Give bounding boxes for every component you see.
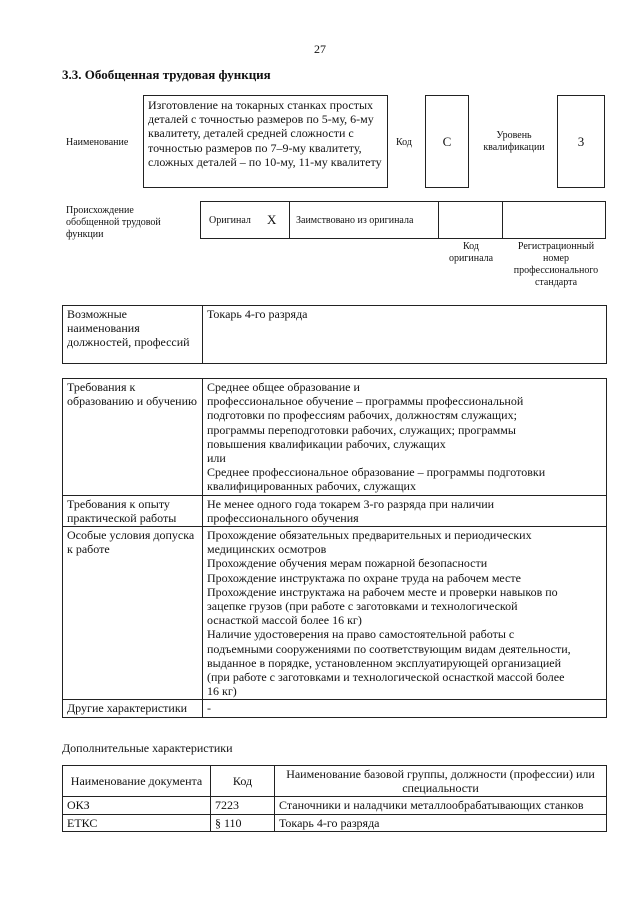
row-code: 7223 bbox=[211, 797, 275, 814]
level-label: Уровень квалификации bbox=[483, 130, 545, 153]
requirements-table bbox=[62, 378, 607, 718]
reg-number-caption: Регистрационный номер профессионального стандарта bbox=[513, 241, 599, 288]
origin-divider-1 bbox=[289, 201, 290, 239]
education-value: Среднее общее образование и профессиональное обучение – программы профессиональной подготовки по профессиям рабочих, должностям служащих; программы переподготовки рабочих, служащих; программы повышения квалификации рабочих, служащих или Среднее профессиональное образование – программы подготовки квалифицированных рабочих, служащих bbox=[203, 379, 607, 496]
education-label: Требования к образованию и обучению bbox=[63, 379, 203, 496]
row-name: Станочники и наладчики металлообрабатывающих станков bbox=[275, 797, 607, 814]
borrowed-label: Заимствовано из оригинала bbox=[296, 215, 414, 226]
positions-table bbox=[62, 305, 607, 364]
code-original-caption: Код оригинала bbox=[448, 241, 494, 264]
additional-table bbox=[62, 765, 607, 832]
header-code: Код bbox=[211, 766, 275, 797]
admission-label: Особые условия допуска к работе bbox=[63, 527, 203, 700]
row-doc: ЕТКС bbox=[63, 814, 211, 831]
additional-title: Дополнительные характеристики bbox=[62, 741, 233, 755]
original-label: Оригинал bbox=[209, 215, 251, 226]
admission-value: Прохождение обязательных предварительных и периодических медицинских осмотров Прохождение обучения мерам пожарной безопасности Прохождение инструктажа по охране труда на рабочем месте Прохождение инструктажа на рабочем месте и проверки навыков по зацепке грузов (при работе с заготовками и технологической оснасткой массой более 16 кг) Наличие удостоверения на право самостоятельной работы с подъемными сооружениями по соответствующим видам деятельности, выданное в порядке, установленном эксплуатирующей организацией (при работе с заготовками и технологической оснасткой массой более 16 кг) bbox=[203, 527, 607, 700]
code-value: C bbox=[425, 95, 469, 188]
function-name: Изготовление на токарных станках простых деталей с точностью размеров по 5-му, 6-му квалитету, деталей средней сложности с точностью размеров по 7–9-му квалитету, сложных деталей – по 10-му, 11-му квалитету bbox=[143, 95, 388, 188]
level-value: 3 bbox=[557, 95, 605, 188]
row-doc: ОКЗ bbox=[63, 797, 211, 814]
positions-value: Токарь 4-го разряда bbox=[203, 306, 607, 364]
name-label: Наименование bbox=[66, 137, 129, 148]
positions-label: Возможные наименования должностей, профессий bbox=[63, 306, 203, 364]
origin-divider-2 bbox=[438, 201, 439, 239]
header-document: Наименование документа bbox=[63, 766, 211, 797]
other-value: - bbox=[203, 700, 607, 717]
row-code: § 110 bbox=[211, 814, 275, 831]
header-group-name: Наименование базовой группы, должности (профессии) или специальности bbox=[275, 766, 607, 797]
section-title: 3.3. Обобщенная трудовая функция bbox=[62, 67, 271, 82]
code-label: Код bbox=[396, 137, 412, 148]
original-mark: X bbox=[267, 212, 277, 227]
origin-divider-3 bbox=[502, 201, 503, 239]
experience-value: Не менее одного года токарем 3-го разряда при наличии профессионального обучения bbox=[203, 495, 607, 526]
page-number: 27 bbox=[314, 42, 326, 56]
experience-label: Требования к опыту практической работы bbox=[63, 495, 203, 526]
other-label: Другие характеристики bbox=[63, 700, 203, 717]
row-name: Токарь 4-го разряда bbox=[275, 814, 607, 831]
origin-label: Происхождение обобщенной трудовой функции bbox=[66, 205, 161, 240]
